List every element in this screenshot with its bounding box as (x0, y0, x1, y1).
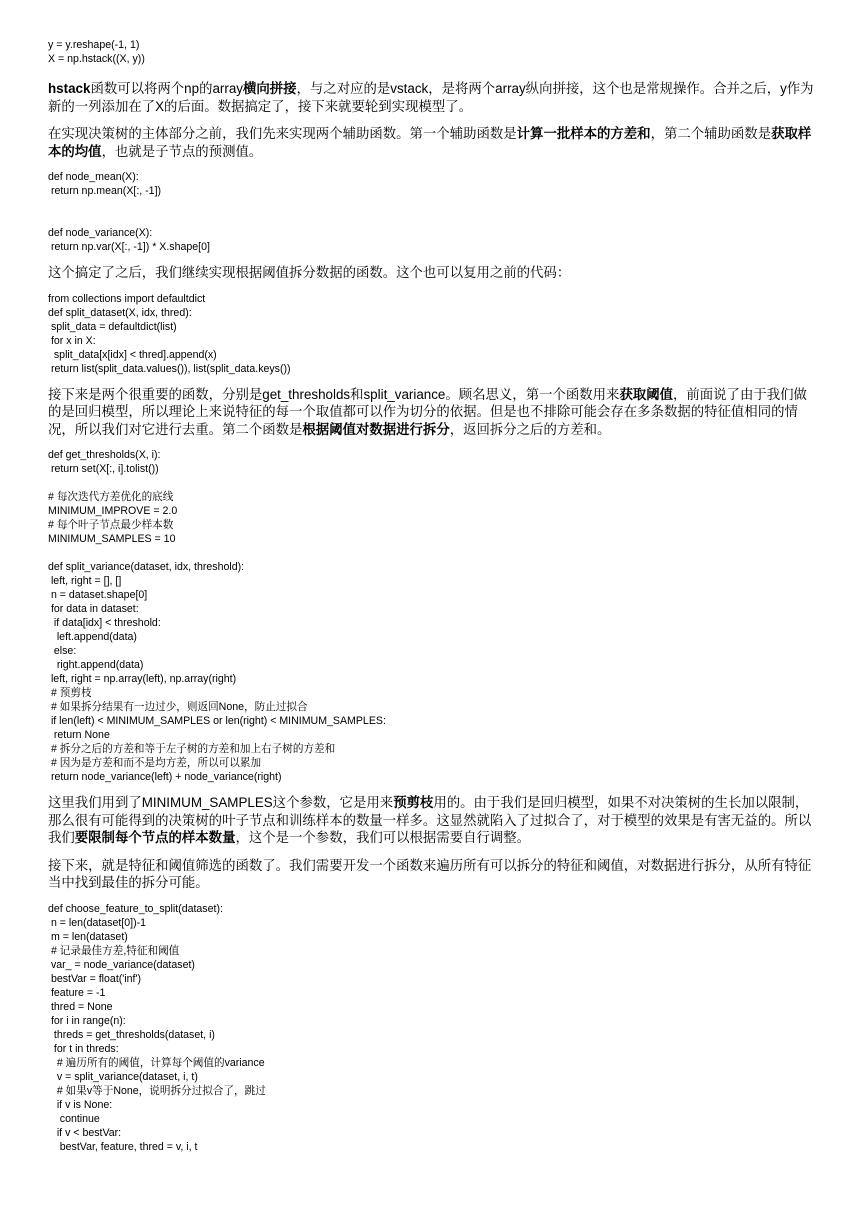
document-page (48, 38, 820, 1154)
code-block-split-dataset: from collections import defaultdict def split_dataset(X, idx, thred): split_data = defaultdict(list) for x in X: split_data[x[idx] < thred].append(x) return list(split_data.values()), list(split_data.keys()) (48, 292, 291, 375)
paragraph-thresholds: 接下来是两个很重要的函数，分别是get_thresholds和split_variance。顾名思义，第一个函数用来获取阈值，前面说了由于我们做的是回归模型，所以理论上来说特征的每一个取值都可以作为切分的依据。但是也不排除可能会存在多条数据的特征值相同的情况，所以我们对它进行去重。第二个函数是根据阈值对数据进行拆分，返回拆分之后的方差和。 (48, 386, 807, 437)
paragraph-split-intro: 这个搞定了之后，我们继续实现根据阈值拆分数据的函数。这个也可以复用之前的代码： (48, 265, 571, 280)
paragraph-helper-functions: 在实现决策树的主体部分之前，我们先来实现两个辅助函数。第一个辅助函数是计算一批样本的方差和，第二个辅助函数是获取样本的均值，也就是子节点的预测值。 (48, 126, 812, 159)
code-block-node-functions: def node_mean(X): return np.mean(X[:, -1]) def node_variance(X): return np.var(X[:, -1]) * X.shape[0] (48, 171, 210, 253)
paragraph-hstack: hstack函数可以将两个np的array横向拼接，与之对应的是vstack，是将两个array纵向拼接，这个也是常规操作。合并之后，y作为新的一列添加在了X的后面。数据搞定了，接下来就要轮到实现模型了。 (48, 81, 814, 114)
paragraph-feature-selection: 接下来，就是特征和阈值筛选的函数了。我们需要开发一个函数来遍历所有可以拆分的特征和阈值，对数据进行拆分，从所有特征当中找到最佳的拆分可能。 (48, 857, 812, 890)
code-block-reshape: y = y.reshape(-1, 1) X = np.hstack((X, y)) (48, 39, 145, 65)
code-block-split-variance: def get_thresholds(X, i): return set(X[:, i].tolist()) # 每次迭代方差优化的底线 MINIMUM_IMPROVE = 2.0 # 每个叶子节点最少样本数 MINIMUM_SAMPLES = 10 def split_variance(dataset, idx, threshold): left, right = [], [] n = dataset.shape[0] for data in dataset: if data[idx] < threshold: left.append(data) else: right.append(data) left, right = np.array(left), np.array(right) # 预剪枝 # 如果拆分结果有一边过少，则返回None，防止过拟合 if len(left) < MINIMUM_SAMPLES or len(right) < MINIMUM_SAMPLES: return None # 拆分之后的方差和等于左子树的方差和加上右子树的方差和 # 因为是方差和而不是均方差，所以可以累加 return node_variance(left) + node_variance(right) (48, 449, 386, 783)
paragraph-minimum-samples: 这里我们用到了MINIMUM_SAMPLES这个参数，它是用来预剪枝用的。由于我们是回归模型，如果不对决策树的生长加以限制，那么很有可能得到的决策树的叶子节点和训练样本的数量一样多。这显然就陷入了过拟合了，对于模型的效果是有害无益的。所以我们要限制每个节点的样本数量，这个是一个参数，我们可以根据需要自行调整。 (48, 795, 812, 845)
code-block-choose-feature: def choose_feature_to_split(dataset): n = len(dataset[0])-1 m = len(dataset) # 记录最佳方差,特征和阈值 var_ = node_variance(dataset) bestVar = float('inf') feature = -1 thred = None for i in range(n): threds = get_thresholds(dataset, i) for t in threds: # 遍历所有的阈值，计算每个阈值的variance v = split_variance(dataset, i, t) # 如果v等于None，说明拆分过拟合了，跳过 if v is None: continue if v < bestVar: bestVar, feature, thred = v, i, t (48, 902, 266, 1153)
